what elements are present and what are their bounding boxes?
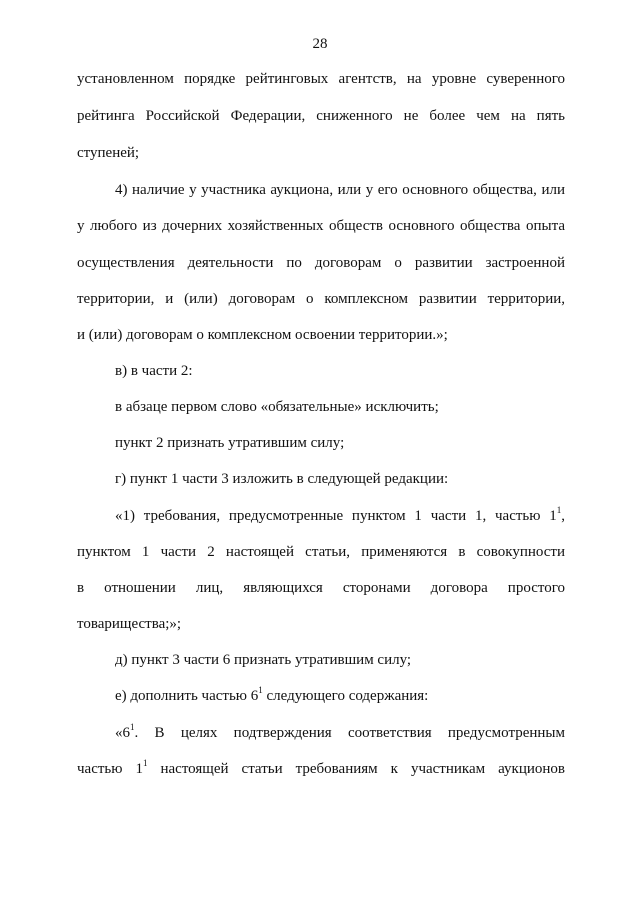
- text-line: 4) наличие у участника аукциона, или у его основного общества, или: [115, 182, 565, 198]
- text-line: установленном порядке рейтинговых агентств, на уровне суверенного: [77, 71, 565, 87]
- text-line: территории, и (или) договорам о комплексном развитии территории,: [77, 291, 565, 307]
- text-line: в) в части 2:: [115, 363, 193, 379]
- text-line: в абзаце первом слово «обязательные» исключить;: [115, 399, 439, 415]
- text-line-with-superscript: [77, 760, 565, 778]
- text-line-with-superscript: [115, 687, 565, 705]
- text-segment: следующего содержания:: [262, 688, 429, 704]
- text-line-with-superscript: [115, 724, 565, 742]
- text-line: товарищества;»;: [77, 616, 182, 632]
- text-segment: ,: [561, 508, 565, 524]
- text-segment: «6: [115, 725, 130, 741]
- text-line: осуществления деятельности по договорам о развитии застроенной: [77, 255, 565, 271]
- text-segment: частью 1: [77, 761, 143, 777]
- text-line-with-superscript: [115, 507, 565, 525]
- page-number: 28: [312, 36, 328, 52]
- text-line: рейтинга Российской Федерации, сниженного не более чем на пять: [77, 108, 565, 124]
- text-line: и (или) договорам о комплексном освоении территории.»;: [77, 327, 448, 343]
- superscript: 1: [142, 758, 148, 768]
- text-segment: . В целях подтверждения соответствия предусмотренным: [134, 725, 565, 741]
- text-segment: «1) требования, предусмотренные пунктом 1 части 1, частью 1: [115, 508, 557, 524]
- text-line: пункт 2 признать утратившим силу;: [115, 435, 345, 451]
- text-segment: е) дополнить частью 6: [115, 688, 259, 704]
- text-line: у любого из дочерних хозяйственных обществ основного общества опыта: [77, 218, 565, 234]
- superscript: 1: [130, 722, 135, 732]
- superscript: 1: [258, 685, 263, 695]
- superscript: 1: [556, 505, 562, 515]
- text-line: пунктом 1 части 2 настоящей статьи, применяются в совокупности: [77, 544, 565, 560]
- text-line: д) пункт 3 части 6 признать утратившим силу;: [115, 652, 412, 668]
- text-line: г) пункт 1 части 3 изложить в следующей редакции:: [115, 471, 449, 487]
- text-segment: настоящей статьи требованиям к участникам аукционов: [147, 761, 565, 777]
- text-line: ступеней;: [77, 145, 140, 161]
- text-line: в отношении лиц, являющихся сторонами договора простого: [77, 580, 565, 596]
